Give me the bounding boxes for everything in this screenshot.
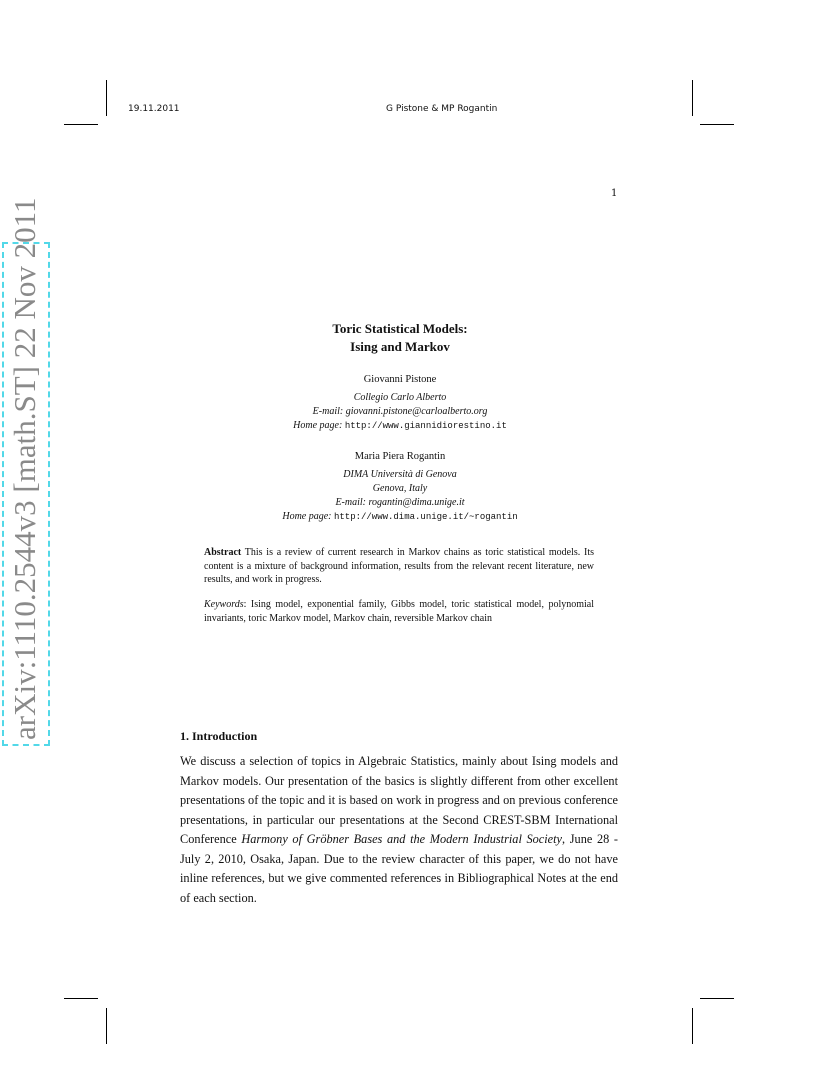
title-line-2: Ising and Markov: [350, 339, 450, 354]
title-line-1: Toric Statistical Models:: [332, 321, 468, 336]
intro-paragraph: [180, 752, 618, 908]
paper-title: [200, 320, 600, 356]
author1-affiliation: Collegio Carlo Alberto: [353, 392, 447, 403]
section-title: Introduction: [192, 729, 258, 743]
abstract-label: Abstract: [204, 547, 242, 558]
author2-affiliation: DIMA Università di Genova: [343, 469, 457, 480]
crop-mark-top-left-vertical: [106, 80, 107, 116]
author1-homepage-link[interactable]: http://www.giannidiorestino.it: [344, 421, 507, 431]
author1-block: [200, 391, 600, 433]
author1-email[interactable]: E-mail: giovanni.pistone@carloalberto.org: [312, 406, 488, 417]
intro-text-part1: We discuss a selection of topics in Algebraic Statistics, mainly about Ising models and Markov models. Our presentation of the basics is slightly different from other excellent presentations of the topic and it is based on work in progress and on previous conference presentations, in particular our presentations at the Second CREST-SBM International Conference: [180, 754, 618, 846]
keywords: [204, 598, 594, 625]
author1-name: Giovanni Pistone: [363, 374, 437, 385]
author2-block: [200, 468, 600, 524]
page-number: 1: [611, 188, 618, 199]
abstract: [204, 546, 594, 587]
crop-mark-bottom-right-vertical: [692, 1008, 693, 1044]
header-date: 19.11.2011: [128, 104, 180, 114]
crop-mark-top-left-horizontal: [64, 124, 98, 125]
author2-homepage: [200, 510, 600, 524]
crop-mark-bottom-right-horizontal: [700, 998, 734, 999]
section-number: 1.: [180, 729, 189, 743]
author1-homepage: [200, 419, 600, 433]
arxiv-stamp: arXiv:1110.2544v3 [math.ST] 22 Nov 2011: [4, 244, 48, 744]
section-heading: [180, 729, 257, 744]
author2-name: Maria Piera Rogantin: [354, 451, 446, 462]
author2-homepage-link[interactable]: http://www.dima.unige.it/~rogantin: [334, 512, 518, 522]
crop-mark-top-right-vertical: [692, 80, 693, 116]
author2-location: Genova, Italy: [372, 483, 428, 494]
header-authors: G Pistone & MP Rogantin: [386, 104, 498, 114]
keywords-label: Keywords: [204, 599, 244, 610]
abstract-text: This is a review of current research in Markov chains as toric statistical models. Its content is a mixture of background information, results from the relevant recent literature, new results, and work in progress.: [204, 547, 594, 585]
crop-mark-bottom-left-horizontal: [64, 998, 98, 999]
crop-mark-top-right-horizontal: [700, 124, 734, 125]
author1-homepage-label: Home page:: [293, 420, 343, 431]
author2-email[interactable]: E-mail: rogantin@dima.unige.it: [335, 497, 465, 508]
intro-conference-title: Harmony of Gröbner Bases and the Modern Industrial Society: [241, 832, 563, 846]
crop-mark-bottom-left-vertical: [106, 1008, 107, 1044]
intro-text-part2: , June 28 - July 2, 2010, Osaka, Japan. Due to the review character of this paper, we do not have inline references, but we give commented references in Bibliographical Notes at the end of each section.: [180, 832, 618, 905]
author2-homepage-label: Home page:: [282, 511, 332, 522]
keywords-text: : Ising model, exponential family, Gibbs model, toric statistical model, polynomial invariants, toric Markov model, Markov chain, reversible Markov chain: [204, 599, 594, 624]
